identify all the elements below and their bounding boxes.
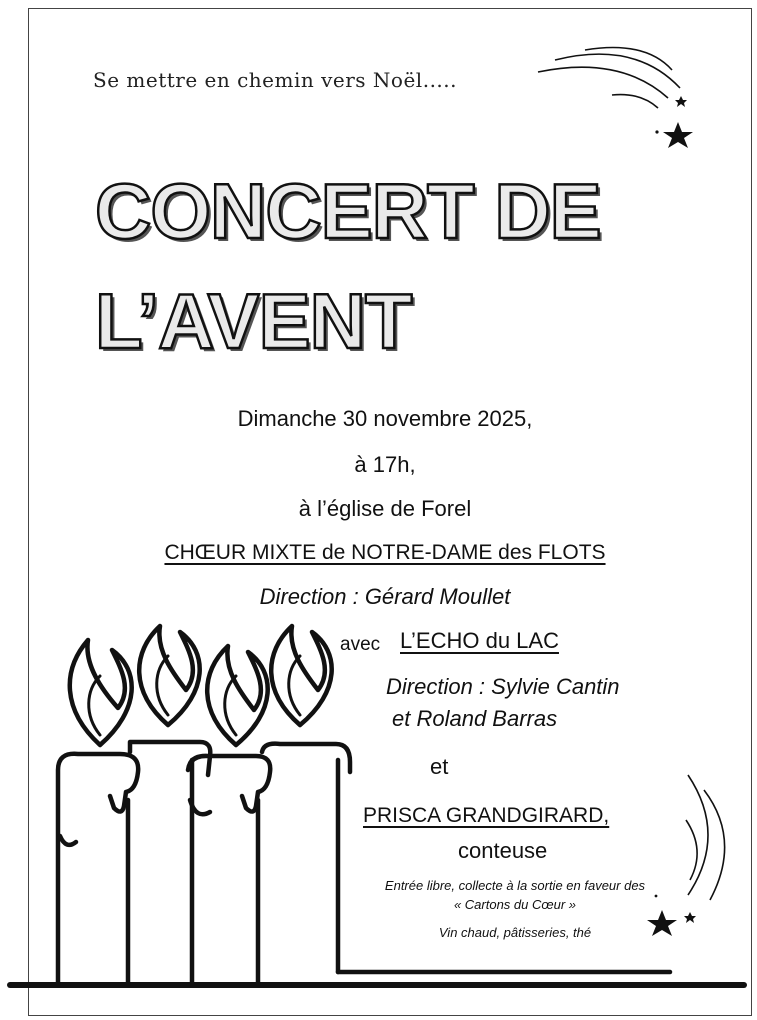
star-icon bbox=[663, 122, 693, 148]
refreshments: Vin chaud, pâtisseries, thé bbox=[438, 925, 592, 940]
event-time: à 17h, bbox=[354, 452, 416, 477]
with-label: avec bbox=[340, 634, 381, 655]
performer-role: conteuse bbox=[458, 838, 548, 863]
tagline: Se mettre en chemin vers Noël..... bbox=[93, 68, 457, 92]
star-icon bbox=[675, 96, 687, 107]
event-place: à l’église de Forel bbox=[298, 496, 472, 521]
entry-info: Entrée libre, collecte à la sortie en faveur des bbox=[384, 878, 646, 893]
shooting-star-icon bbox=[538, 48, 680, 109]
shooting-star-icon bbox=[686, 775, 725, 900]
entry-beneficiary: « Cartons du Cœur » bbox=[453, 897, 577, 912]
and-label: et bbox=[430, 754, 449, 779]
title-line-2: L’AVENT bbox=[95, 277, 412, 365]
title-line-1: CONCERT DE bbox=[95, 167, 601, 255]
second-group-director-line-2: et Roland Barras bbox=[392, 706, 558, 731]
second-group-director-line-1: Direction : Sylvie Cantin bbox=[386, 674, 620, 699]
event-date: Dimanche 30 novembre 2025, bbox=[237, 406, 533, 431]
performer-name: PRISCA GRANDGIRARD, bbox=[363, 804, 610, 827]
choir-director: Direction : Gérard Moullet bbox=[259, 584, 511, 609]
star-icon bbox=[684, 912, 696, 923]
second-group-name: L’ECHO du LAC bbox=[400, 628, 559, 653]
choir-name: CHŒUR MIXTE de NOTRE-DAME des FLOTS bbox=[164, 541, 606, 564]
